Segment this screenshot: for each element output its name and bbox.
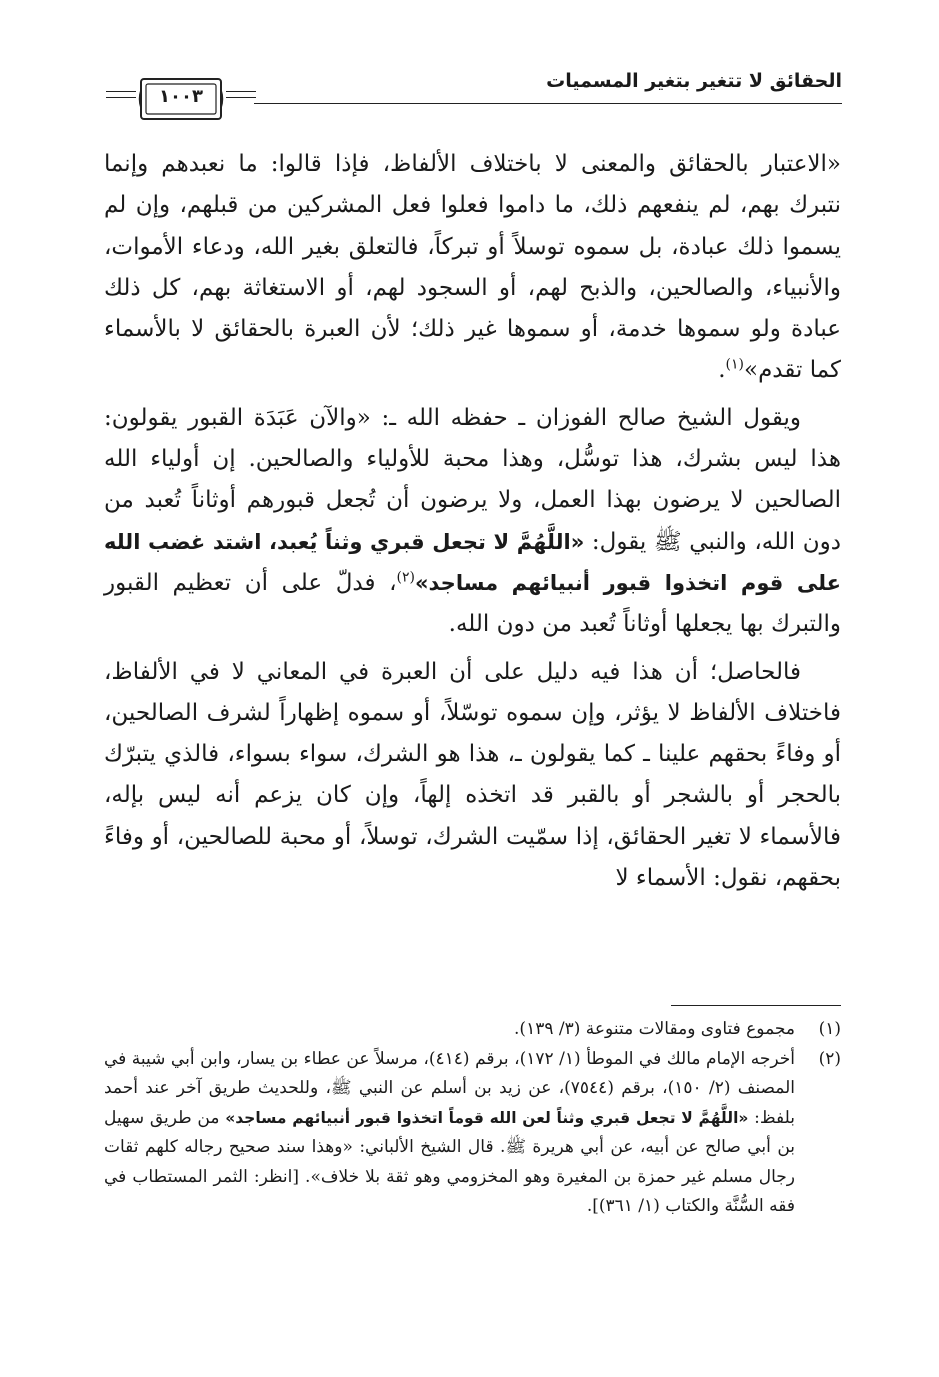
footnotes (104, 1015, 841, 1222)
header-rule (254, 103, 842, 104)
running-header (104, 66, 842, 130)
header-ornament-lines-right (226, 91, 256, 103)
page-number: ١٠٠٣ (159, 86, 203, 107)
main-text (104, 144, 841, 899)
paragraph-text: فالحاصل؛ أن هذا فيه دليل على أن العبرة في المعاني لا في الألفاظ، فاختلاف الألفاظ لا يؤثر، وإن سموه توسّلاً، أو سموه إظهاراً لشرف الصالحين، أو وفاءً بحقهم علينا ـ كما يقولون ـ، هذا هو الشرك، سواء بسواء، فالذي يتبرّك بالحجر أو بالشجر أو بالقبر قد اتخذه إلهاً، وإن كان يزعم أنه ليس بإله، فالأسماء لا تغير الحقائق، إذا سمّيت الشرك، توسلاً، أو محبة للصالحين، أو وفاءً بحقهم، نقول: الأسماء لا (104, 658, 841, 892)
footnote-number: (٢) (818, 1048, 841, 1069)
paragraph-text: ويقول الشيخ صالح الفوزان ـ حفظه الله ـ: «والآن عَبَدَة القبور يقولون: هذا ليس بشرك، هذا توسُّل، وهذا محبة للأولياء والصالحين. إن أولياء الله الصالحين لا يرضون بهذا العمل، ولا يرضون أن تُجعل قبورهم أوثاناً تُعبد من دون الله، والنبي ﷺ يقول: (104, 404, 841, 555)
footnote-text (104, 1045, 795, 1222)
paragraph-end: ، فدلّ على أن تعظيم القبور والتبرك بها يجعلها أوثاناً تُعبد من دون الله. (104, 569, 841, 638)
footnote-1 (104, 1015, 841, 1045)
paragraph-text: «الاعتبار بالحقائق والمعنى لا باختلاف الألفاظ، فإذا قالوا: ما نعبدهم وإنما نتبرك بهم، لم ينفعهم ذلك، ما داموا فعلوا فعل المشركين من قبلهم، وإن لم يسموا ذلك عبادة، بل سموه توسلاً أو تبركاً، فالتعلق بغير الله، ودعاء الأموات، والأنبياء، والصالحين، والذبح لهم، أو السجود لهم، أو الاستغاثة بهم، كل ذلك عبادة ولو سموها خدمة، أو سموها غير ذلك؛ لأن العبرة بالحقائق لا بالأسماء كما تقدم» (104, 151, 841, 384)
header-ornament-lines-left (106, 91, 136, 103)
footnote-number: (١) (818, 1019, 841, 1039)
paragraph-end: . (718, 357, 726, 384)
footnote-text: مجموع فتاوى ومقالات متنوعة (٣/ ١٣٩). (514, 1019, 795, 1039)
paragraph-quote (104, 144, 841, 392)
footnote-text-part: أخرجه الإمام مالك في الموطأ (١/ ١٧٢)، برقم (٤١٤)، مرسلاً عن عطاء بن يسار، وابن أبي شيبة في المصنف (٢/ ١٥٠)، برقم (٧٥٤٤)، عن زيد بن أسلم عن النبي ﷺ، وللحديث طريق آخر عند أحمد بلفظ: (104, 1048, 795, 1128)
footnote-ref[interactable]: (١) (725, 356, 744, 373)
footnote-2 (104, 1045, 841, 1222)
hadith-quote: «اللَّهُمَّ لا تجعل قبري وثناً يُعبد، اشتد غضب الله على قوم اتخذوا قبور أنبيائهم مساجد» (104, 529, 841, 595)
footnote-hadith: «اللَّهُمَّ لا تجعل قبري وثناً لعن الله قوماً اتخذوا قبور أنبيائهم مساجد» (225, 1108, 749, 1127)
footnote-rule (671, 1005, 841, 1006)
paragraph-conclusion (104, 652, 841, 900)
footnote-text-part: من طريق سهيل بن أبي صالح عن أبيه، عن أبي هريرة ﷺ. قال الشيخ الألباني: «وهذا سند صحيح رجاله كلهم ثقات رجال مسلم غير حمزة بن المغيرة وهو المخزومي وهو ثقة بلا خلاف». [انظر: الثمر المستطاب في فقه السُّنَّة والكتاب (١/ ٣٦١)]. (104, 1107, 795, 1216)
page-number-frame (138, 76, 224, 122)
running-title: الحقائق لا تتغير بتغير المسميات (546, 70, 842, 92)
footnote-ref[interactable]: (٢) (396, 569, 415, 586)
paragraph-fawzan (104, 398, 841, 646)
